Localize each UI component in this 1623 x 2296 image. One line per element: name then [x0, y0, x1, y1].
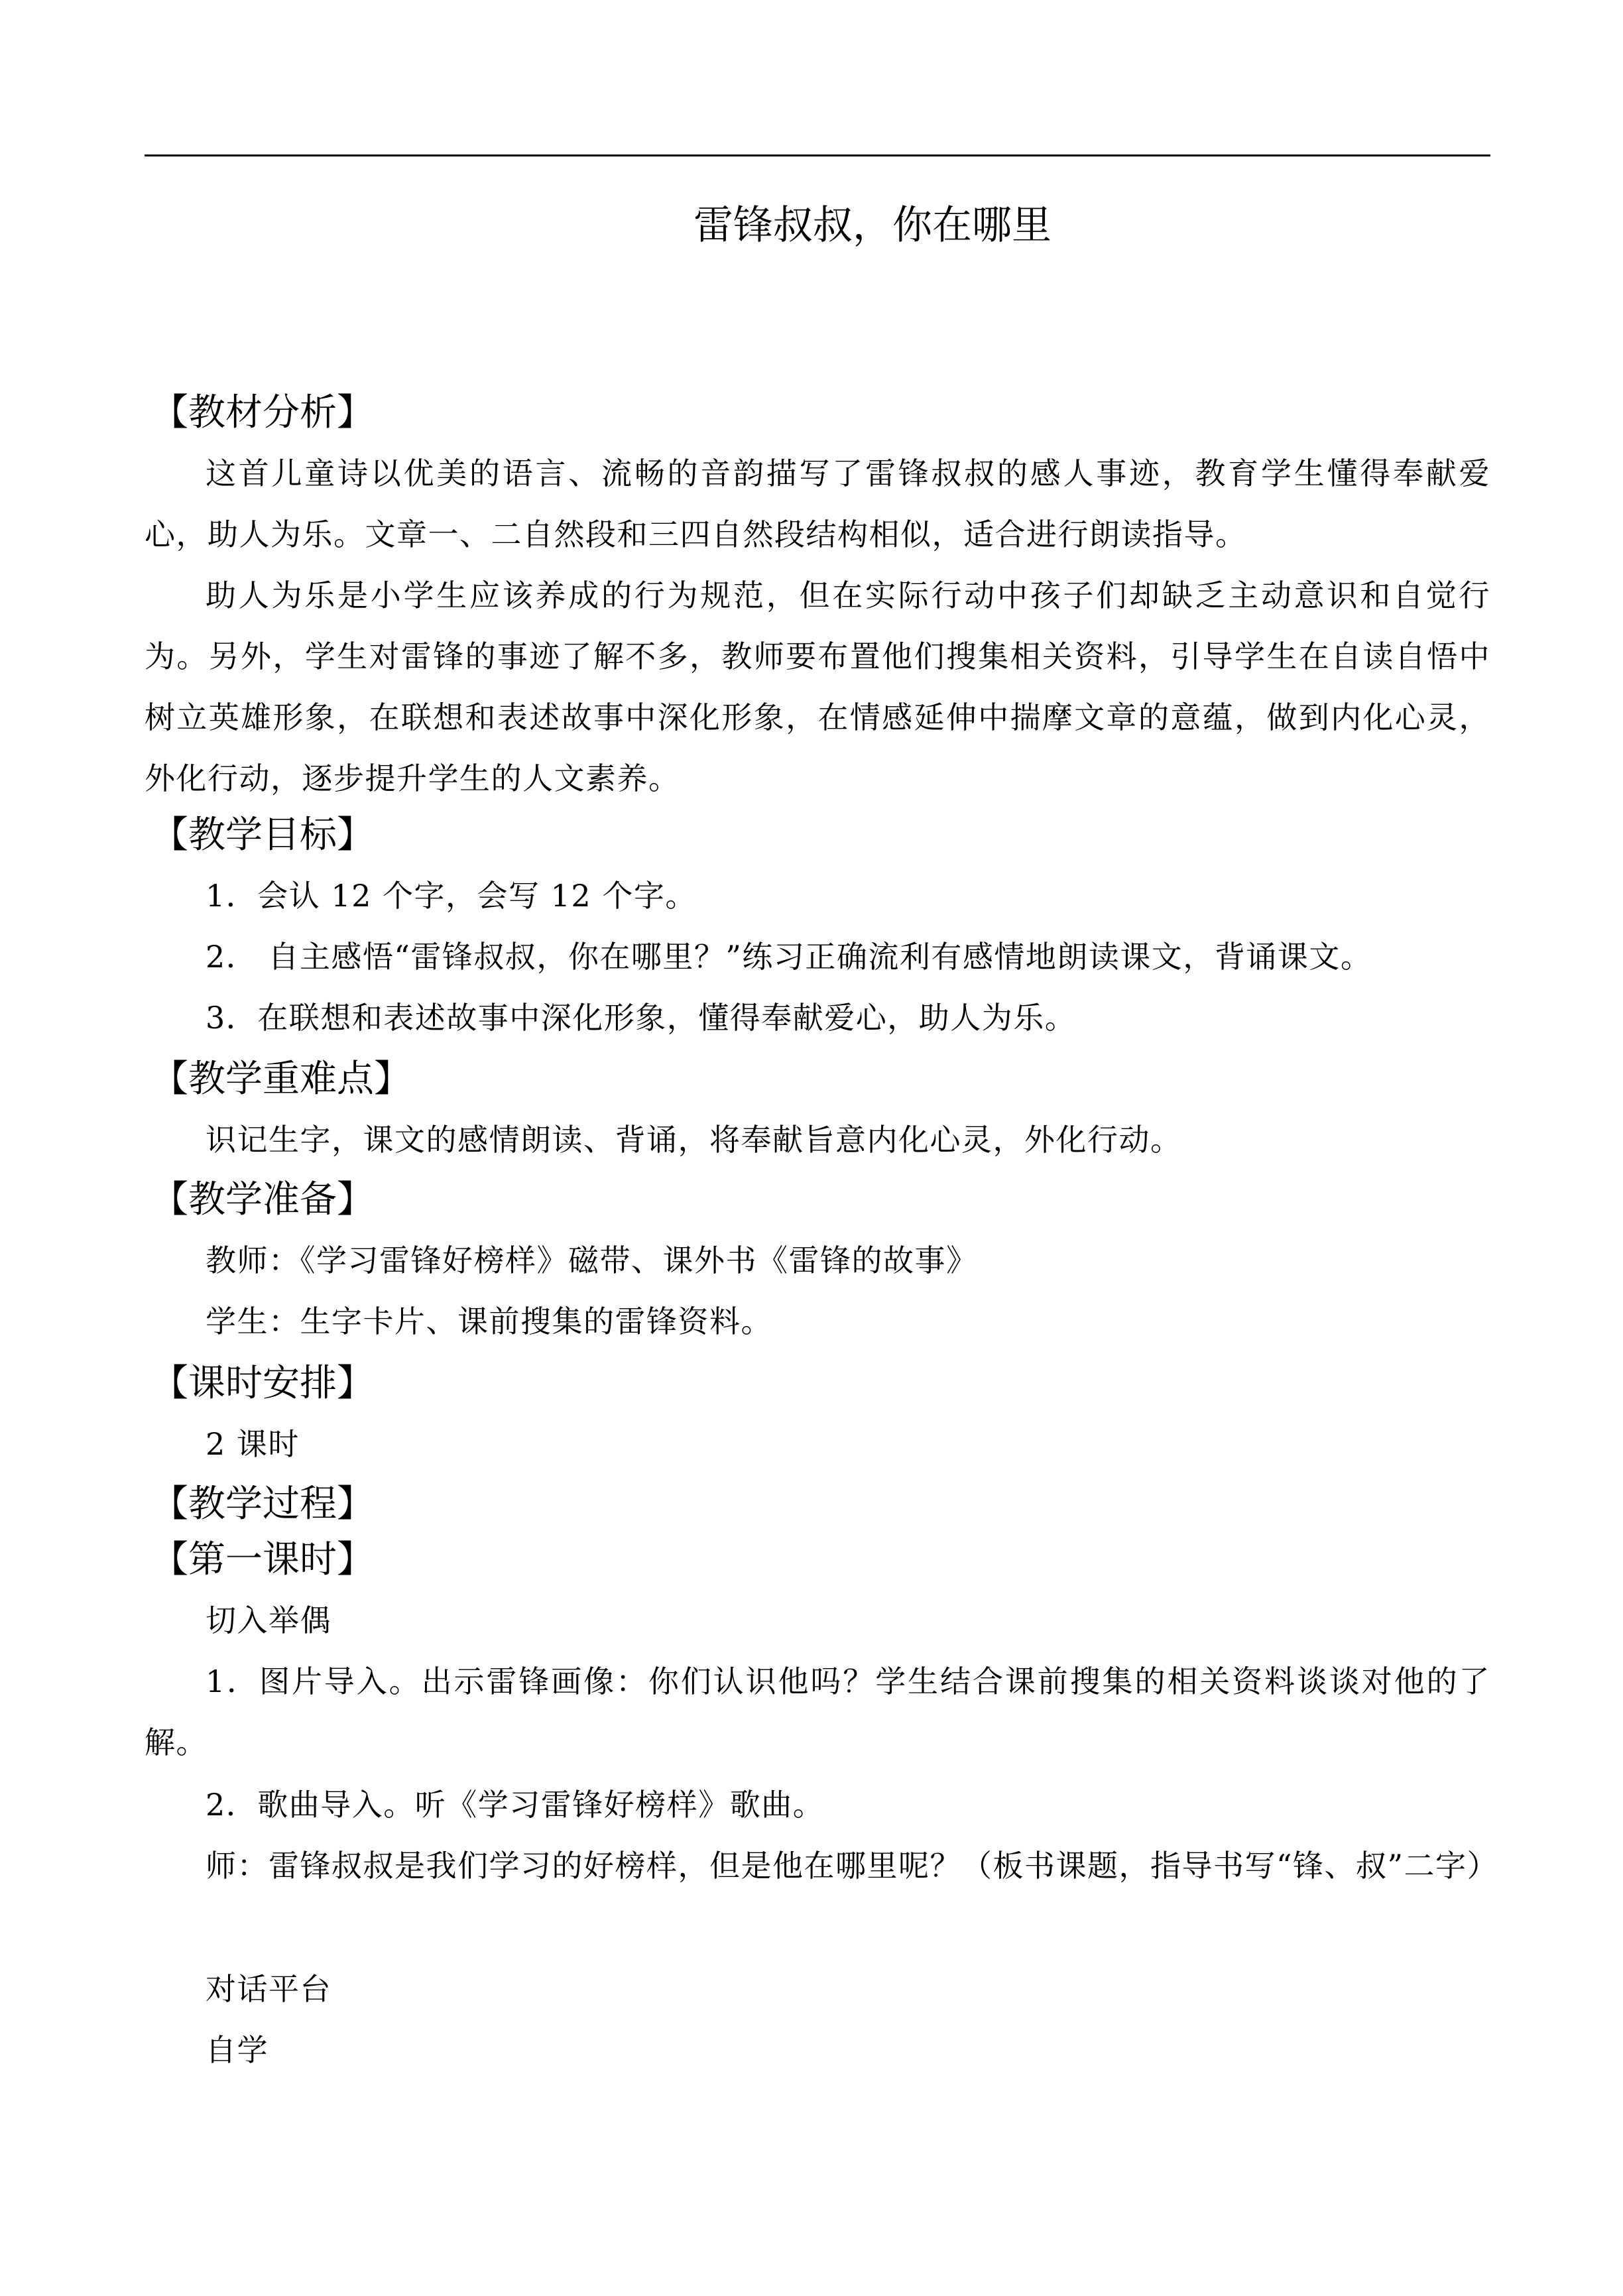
- prep-student: 学生：生字卡片、课前搜集的雷锋资料。: [206, 1303, 772, 1339]
- goal-item-1: 1．会认 12 个字，会写 12 个字。: [206, 878, 697, 914]
- heading-schedule: 【课时安排】: [151, 1362, 374, 1405]
- lesson1-step-1: 1．图片导入。出示雷锋画像：你们认识他吗？学生结合课前搜集的相关资料谈谈对他的了解。: [145, 1663, 1490, 1760]
- schedule-text: 2 课时: [206, 1426, 300, 1462]
- goal-item-2: 2． 自主感悟“雷锋叔叔，你在哪里？”练习正确流利有感情地朗读课文，背诵课文。: [206, 939, 1372, 975]
- heading-prep: 【教学准备】: [151, 1178, 374, 1221]
- prep-teacher: 教师：《学习雷锋好榜样》磁带、课外书《雷锋的故事》: [206, 1242, 978, 1278]
- lesson1-teacher-talk: 师：雷锋叔叔是我们学习的好榜样，但是他在哪里呢？（板书课题，指导书写“锋、叔”二字）: [206, 1848, 1499, 1884]
- goal-item-3: 3．在联想和表述故事中深化形象，懂得奉献爱心，助人为乐。: [206, 1000, 1077, 1036]
- lesson1-selfstudy: 自学: [206, 2032, 269, 2068]
- heading-keypoints: 【教学重难点】: [151, 1057, 411, 1101]
- heading-lesson-1: 【第一课时】: [151, 1538, 374, 1581]
- keypoints-text: 识记生字，课文的感情朗读、背诵，将奉献旨意内化心灵，外化行动。: [206, 1122, 1182, 1158]
- analysis-paragraph-2: 助人为乐是小学生应该养成的行为规范，但在实际行动中孩子们却缺乏主动意识和自觉行为。另外，学生对雷锋的事迹了解不多，教师要布置他们搜集相关资料，引导学生在自读自悟中树立英雄形象，在联想和表述故事中深化形象，在情感延伸中揣摩文章的意蕴，做到内化心灵，外化行动，逐步提升学生的人文素养。: [145, 577, 1490, 796]
- page-title: 雷锋叔叔，你在哪里: [693, 202, 1052, 249]
- lesson1-step-2: 2．歌曲导入。听《学习雷锋好榜样》歌曲。: [206, 1787, 825, 1823]
- heading-process: 【教学过程】: [151, 1482, 374, 1526]
- lesson1-intro: 切入举偶: [206, 1602, 331, 1638]
- analysis-paragraph-1: 这首儿童诗以优美的语言、流畅的音韵描写了雷锋叔叔的感人事迹，教育学生懂得奉献爱心，助人为乐。文章一、二自然段和三四自然段结构相似，适合进行朗读指导。: [145, 455, 1490, 552]
- heading-analysis: 【教材分析】: [151, 391, 374, 434]
- header-rule: [145, 154, 1490, 156]
- lesson1-dialog: 对话平台: [206, 1971, 331, 2007]
- heading-goals: 【教学目标】: [151, 814, 374, 857]
